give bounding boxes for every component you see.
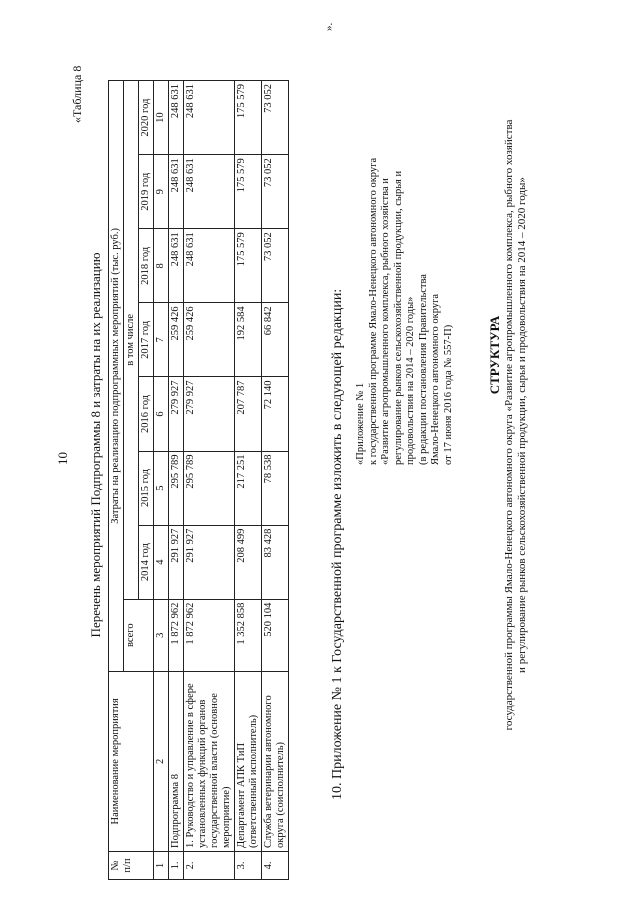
cell-value: 208 499 xyxy=(235,525,262,599)
col-num: 6 xyxy=(154,377,169,451)
col-num: 1 xyxy=(154,851,169,879)
year-header: 2014 год xyxy=(139,525,154,599)
structure-subtitle xyxy=(503,95,529,755)
table-row xyxy=(262,81,289,880)
cell-value: 73 052 xyxy=(262,81,289,155)
header-total: всего xyxy=(124,599,154,671)
cell-value: 217 251 xyxy=(235,451,262,525)
cell-value: 279 927 xyxy=(169,377,184,451)
col-num: 3 xyxy=(154,599,169,671)
appendix-header xyxy=(355,35,455,465)
column-number-row xyxy=(154,81,169,880)
cell-value: 175 579 xyxy=(235,81,262,155)
col-num: 5 xyxy=(154,451,169,525)
appendix-line: (в редакции постановления Правительства xyxy=(417,274,429,465)
table-caption: Перечень мероприятий Подпрограммы 8 и затраты на их реализацию xyxy=(88,252,103,638)
header-costs: Затраты на реализацию подпрограммных мероприятий (тыс. руб.) xyxy=(109,81,124,672)
cell-value: 248 631 xyxy=(169,155,184,229)
cell-value: 259 426 xyxy=(169,303,184,377)
cell-value: 175 579 xyxy=(235,155,262,229)
structure-subtitle-line: государственной программы Ямало-Ненецкого автономного округа «Развитие агропромышленного комплекса, рыбного хозяйства xyxy=(503,119,515,731)
col-num: 7 xyxy=(154,303,169,377)
cell-value: 72 140 xyxy=(262,377,289,451)
row-name: 1. Руководство и управление в сфере установленных функций органов государственной власти (основное мероприятие) xyxy=(184,671,235,851)
table-reference: «Таблица 8 xyxy=(70,65,84,123)
row-name: Служба ветеринарии автономного округа (соисполнитель) xyxy=(262,671,289,851)
appendix-line: «Развитие агропромышленного комплекса, рыбного хозяйства и xyxy=(380,178,391,465)
row-num: 4. xyxy=(262,851,289,879)
cell-value: 66 842 xyxy=(262,303,289,377)
appendix-line: от 17 июня 2016 года № 557-П) xyxy=(442,324,454,465)
table-row xyxy=(184,81,235,880)
cell-value: 291 927 xyxy=(184,525,235,599)
cell-value: 83 428 xyxy=(262,525,289,599)
col-num: 4 xyxy=(154,525,169,599)
cell-value: 279 927 xyxy=(184,377,235,451)
table-row xyxy=(169,81,184,880)
closing-quote: ». xyxy=(323,22,335,31)
cell-total: 520 104 xyxy=(262,599,289,671)
cell-value: 291 927 xyxy=(169,525,184,599)
cell-value: 295 789 xyxy=(184,451,235,525)
cell-value: 259 426 xyxy=(184,303,235,377)
structure-subtitle-line: и регулирование рынков сельскохозяйственной продукции, сырья и продовольствия на 2014 – 2020 годы» xyxy=(516,177,528,673)
year-header: 2017 год xyxy=(139,303,154,377)
row-num: 3. xyxy=(235,851,262,879)
appendix-line: регулирование рынков сельскохозяйственной продукции, сырья и xyxy=(392,170,404,465)
header-num: № п/п xyxy=(109,851,154,879)
costs-table xyxy=(108,80,289,880)
col-num: 9 xyxy=(154,155,169,229)
row-num: 1. xyxy=(169,851,184,879)
cell-total: 1 872 962 xyxy=(184,599,235,671)
cell-value: 248 631 xyxy=(184,155,235,229)
cell-value: 248 631 xyxy=(184,229,235,303)
cell-value: 295 789 xyxy=(169,451,184,525)
cell-total: 1 872 962 xyxy=(169,599,184,671)
year-header: 2019 год xyxy=(139,155,154,229)
cell-value: 248 631 xyxy=(169,229,184,303)
cell-value: 248 631 xyxy=(184,81,235,155)
appendix-line: «Приложение № 1 xyxy=(355,382,366,465)
col-num: 10 xyxy=(154,81,169,155)
section-10-heading: 10. Приложение № 1 к Государственной программе изложить в следующей редакции: xyxy=(330,288,345,800)
year-header: 2015 год xyxy=(139,451,154,525)
year-header: 2018 год xyxy=(139,229,154,303)
row-num: 2. xyxy=(184,851,235,879)
header-name: Наименование мероприятия xyxy=(109,671,154,851)
header-including: в том числе xyxy=(124,81,139,600)
cell-total: 1 352 858 xyxy=(235,599,262,671)
appendix-line: продовольствия на 2014 – 2020 годы» xyxy=(405,296,416,465)
appendix-line: Ямало-Ненецкого автономного округа xyxy=(430,293,441,465)
cell-value: 175 579 xyxy=(235,229,262,303)
cell-value: 73 052 xyxy=(262,229,289,303)
page-number: 10 xyxy=(55,452,70,465)
row-name: Подпрограмма 8 xyxy=(169,671,184,851)
cell-value: 78 538 xyxy=(262,451,289,525)
cell-value: 207 787 xyxy=(235,377,262,451)
year-header: 2020 год xyxy=(139,81,154,155)
appendix-line: к государственной программе Ямало-Ненецкого автономного округа xyxy=(367,157,379,465)
col-num: 2 xyxy=(154,671,169,851)
table-row xyxy=(235,81,262,880)
cell-value: 248 631 xyxy=(169,81,184,155)
row-name: Департамент АПК ТиП (ответственный исполнитель) xyxy=(235,671,262,851)
cell-value: 73 052 xyxy=(262,155,289,229)
cell-value: 192 584 xyxy=(235,303,262,377)
col-num: 8 xyxy=(154,229,169,303)
year-header: 2016 год xyxy=(139,377,154,451)
structure-title: СТРУКТУРА xyxy=(487,315,502,395)
